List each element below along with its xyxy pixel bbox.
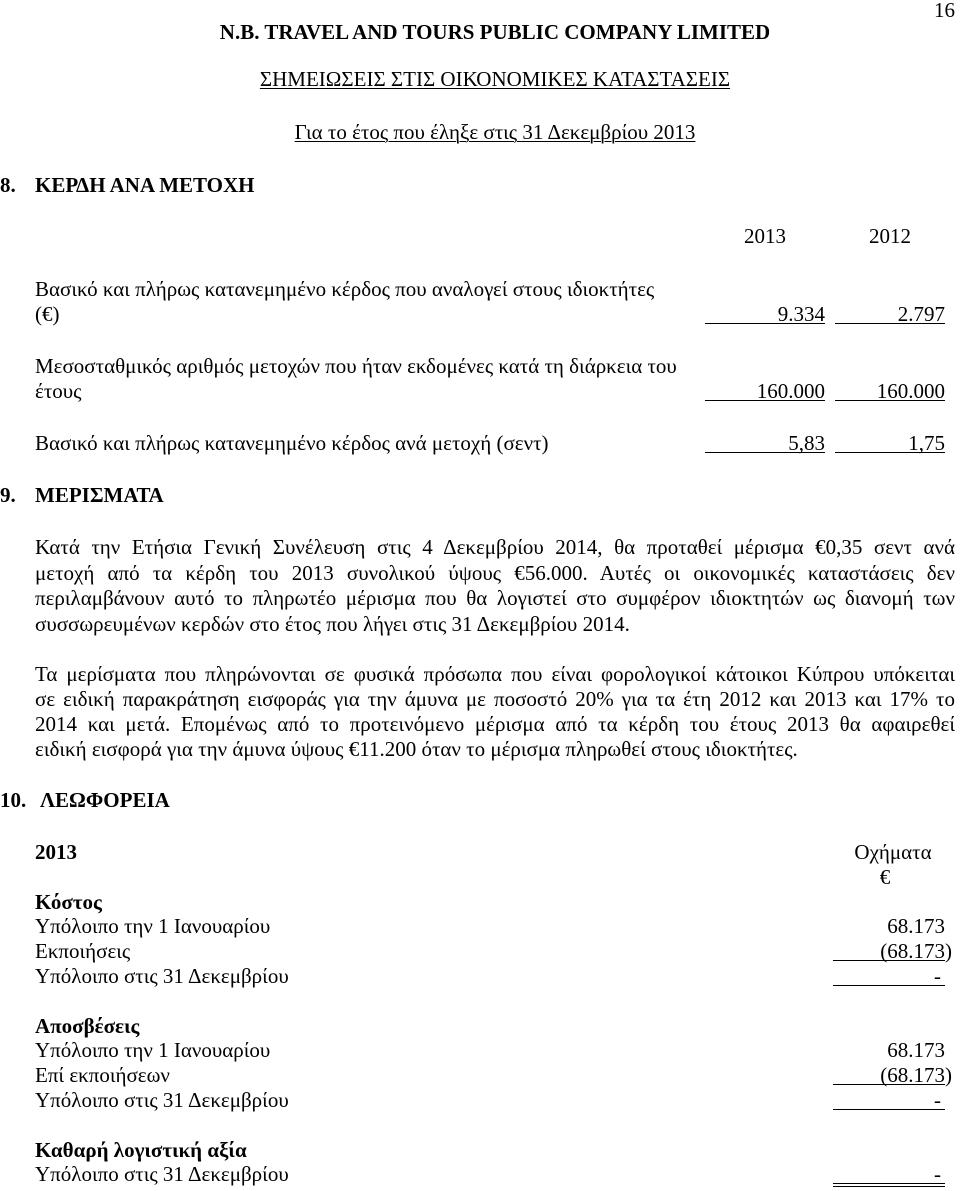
value-cell xyxy=(835,431,945,453)
value-text: 160.000 xyxy=(756,379,825,403)
company-name: N.B. TRAVEL AND TOURS PUBLIC COMPANY LIMITED xyxy=(219,20,771,44)
value-text: 9.334 xyxy=(777,302,825,326)
note-8-heading: ΚΕΡΔΗ ΑΝΑ ΜΕΤΟΧΗ xyxy=(35,173,255,197)
row-label: Υπόλοιπο στις 31 Δεκεμβρίου xyxy=(35,1162,289,1187)
value-text: 2.797 xyxy=(897,302,945,326)
note-9-heading: ΜΕΡΙΣΜΑΤΑ xyxy=(35,483,164,507)
paragraph-line: Τα μερίσματα που πληρώνονται σε φυσικά πρόσωπα που είναι φορολογικοί κάτοικοι Κύπρου υπόκειται xyxy=(35,662,955,686)
paragraph-line: μετοχή από τα κέρδη του 2013 συνολικού ύψους €56.000. Αυτές οι οικονομικές καταστάσεις δεν xyxy=(35,560,955,585)
document-period: Για το έτος που έληξε στις 31 Δεκεμβρίου 2013 xyxy=(294,120,696,144)
value-cell xyxy=(833,964,945,986)
value-text: - xyxy=(934,1088,941,1112)
value-text: 160.000 xyxy=(876,379,945,403)
currency-symbol: € xyxy=(879,864,891,889)
paragraph-line: Κατά την Ετήσια Γενική Συνέλευση στις 4 Δεκεμβρίου 2014, θα προταθεί μέρισμα €0,35 σεντ ανά xyxy=(35,535,955,559)
column-header-current-year: 2013 xyxy=(744,224,786,248)
value-text: - xyxy=(934,1162,941,1187)
note-10-number: 10. xyxy=(0,788,27,812)
note-9-number: 9. xyxy=(0,483,16,507)
row-label: Υπόλοιπο την 1 Ιανουαρίου xyxy=(35,1038,271,1063)
value-cell xyxy=(705,302,825,324)
value-text: (68.173) xyxy=(880,939,952,964)
value-text: 68.173 xyxy=(887,1038,945,1063)
paragraph-line: σε ειδική παρακράτηση εισφοράς για την άμυνα με ποσοστό 20% για τα έτη 2012 και 2013 και 17% το xyxy=(35,687,955,711)
paragraph-line: συσσωρευμένων κερδών στο έτος που λήγει στις 31 Δεκεμβρίου 2014. xyxy=(35,611,630,636)
row-label: Υπόλοιπο την 1 Ιανουαρίου xyxy=(35,914,271,939)
value-cell xyxy=(833,1038,945,1063)
row-label: Εκποιήσεις xyxy=(35,939,131,964)
page-number: 16 xyxy=(934,0,955,22)
value-cell xyxy=(835,379,945,401)
value-cell xyxy=(833,1063,952,1088)
document-title: ΣΗΜΕΙΩΣΕΙΣ ΣΤΙΣ ΟΙΚΟΝΟΜΙΚΕΣ ΚΑΤΑΣΤΑΣΕΙΣ xyxy=(259,67,731,91)
value-text: - xyxy=(934,964,941,988)
depreciation-heading: Αποσβέσεις xyxy=(35,1013,140,1038)
paragraph-line: περιλαμβάνουν αυτό το πληρωτέο μέρισμα που θα λογιστεί στο συμφέρον ιδιοκτητών ως διανομή των xyxy=(35,586,955,611)
row-label: Βασικό και πλήρως κατανεμημένο κέρδος ανά μετοχή (σεντ) xyxy=(35,431,549,455)
value-text: 68.173 xyxy=(887,914,945,939)
column-header-vehicles: Οχήματα xyxy=(854,840,932,864)
value-text: 5,83 xyxy=(788,431,825,455)
note-10-heading: ΛΕΩΦΟΡΕΙΑ xyxy=(40,788,170,812)
row-label: Μεσοσταθμικός αριθμός μετοχών που ήταν εκδομένες κατά τη διάρκεια του xyxy=(35,354,677,378)
row-label: Υπόλοιπο στις 31 Δεκεμβρίου xyxy=(35,1088,289,1112)
value-cell xyxy=(833,914,945,939)
note-8-number: 8. xyxy=(0,173,16,197)
cost-heading: Κόστος xyxy=(35,889,102,914)
column-header-prior-year: 2012 xyxy=(869,224,911,248)
paragraph-line: ειδική εισφορά για την άμυνα ύψους €11.200 όταν το μέρισμα πληρωθεί στους ιδιοκτήτες. xyxy=(35,737,798,761)
value-cell xyxy=(705,379,825,401)
value-cell xyxy=(833,1088,945,1110)
value-cell xyxy=(705,431,825,453)
value-text: 1,75 xyxy=(908,431,945,455)
paragraph-line: 2014 και μετά. Επομένως από το προτεινόμενο μέρισμα από τα κέρδη του έτους 2013 θα αφαιρεθεί xyxy=(35,712,955,736)
row-label: Βασικό και πλήρως κατανεμημένο κέρδος που αναλογεί στους ιδιοκτήτες xyxy=(35,277,655,301)
row-label: έτους xyxy=(35,379,82,403)
row-label: (€) xyxy=(35,302,60,326)
row-label: Υπόλοιπο στις 31 Δεκεμβρίου xyxy=(35,964,289,988)
net-book-value-heading: Καθαρή λογιστική αξία xyxy=(35,1137,247,1162)
value-cell xyxy=(833,1162,945,1187)
table-year: 2013 xyxy=(35,840,77,864)
value-cell xyxy=(835,302,945,324)
value-cell xyxy=(833,939,952,964)
value-text: (68.173) xyxy=(880,1063,952,1088)
row-label: Επί εκποιήσεων xyxy=(35,1063,170,1088)
